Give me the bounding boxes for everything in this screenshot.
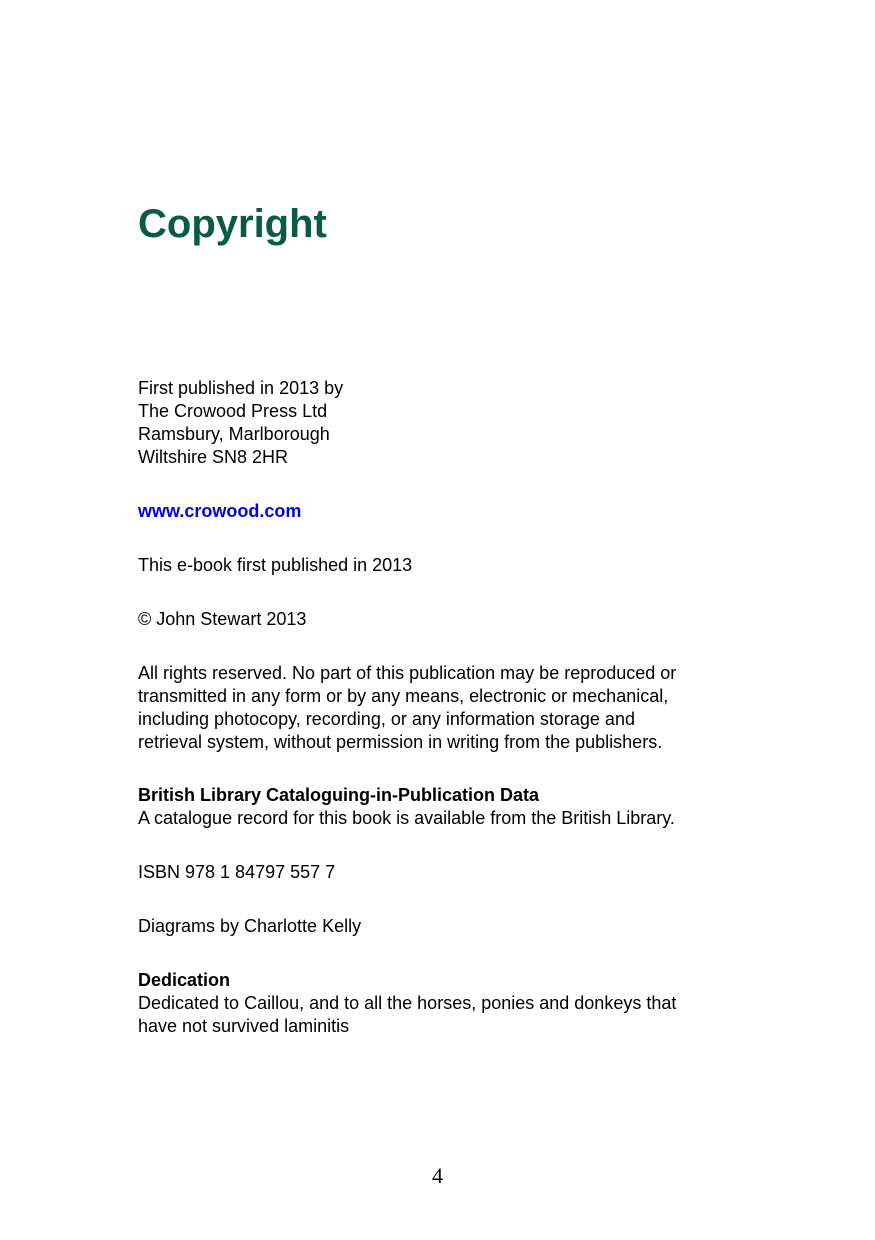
website-block (138, 500, 778, 523)
page-number: 4 (432, 1163, 443, 1188)
ebook-note-text: This e-book first published in 2013 (138, 555, 413, 575)
rights-line: retrieval system, without permission in writing from the publishers. (138, 732, 663, 752)
publisher-line: The Crowood Press Ltd (138, 401, 328, 421)
rights-line: including photocopy, recording, or any information storage and (138, 709, 635, 729)
copyright-notice (138, 608, 778, 631)
publisher-website-link[interactable]: www.crowood.com (138, 501, 302, 521)
diagrams-credit (138, 915, 778, 938)
rights-line: All rights reserved. No part of this publication may be reproduced or (138, 663, 677, 683)
copyright-notice-text: © John Stewart 2013 (138, 609, 307, 629)
dedication-line: Dedicated to Caillou, and to all the horses, ponies and donkeys that (138, 993, 677, 1013)
diagrams-credit-text: Diagrams by Charlotte Kelly (138, 916, 362, 936)
cataloguing-heading: British Library Cataloguing-in-Publication Data (138, 785, 540, 805)
publisher-line: Wiltshire SN8 2HR (138, 447, 289, 467)
publisher-line: Ramsbury, Marlborough (138, 424, 330, 444)
page-title: Copyright (138, 202, 327, 246)
rights-statement (138, 662, 778, 754)
rights-line: transmitted in any form or by any means, electronic or mechanical, (138, 686, 669, 706)
ebook-note (138, 554, 778, 577)
publisher-address (138, 377, 778, 469)
cataloguing-text: A catalogue record for this book is available from the British Library. (138, 808, 675, 828)
dedication-heading: Dedication (138, 970, 231, 990)
dedication-line: have not survived laminitis (138, 1016, 350, 1036)
dedication-block (138, 969, 778, 1038)
isbn-text: ISBN 978 1 84797 557 7 (138, 862, 336, 882)
publisher-line: First published in 2013 by (138, 378, 344, 398)
cataloguing-block (138, 784, 778, 830)
isbn-block (138, 861, 778, 884)
